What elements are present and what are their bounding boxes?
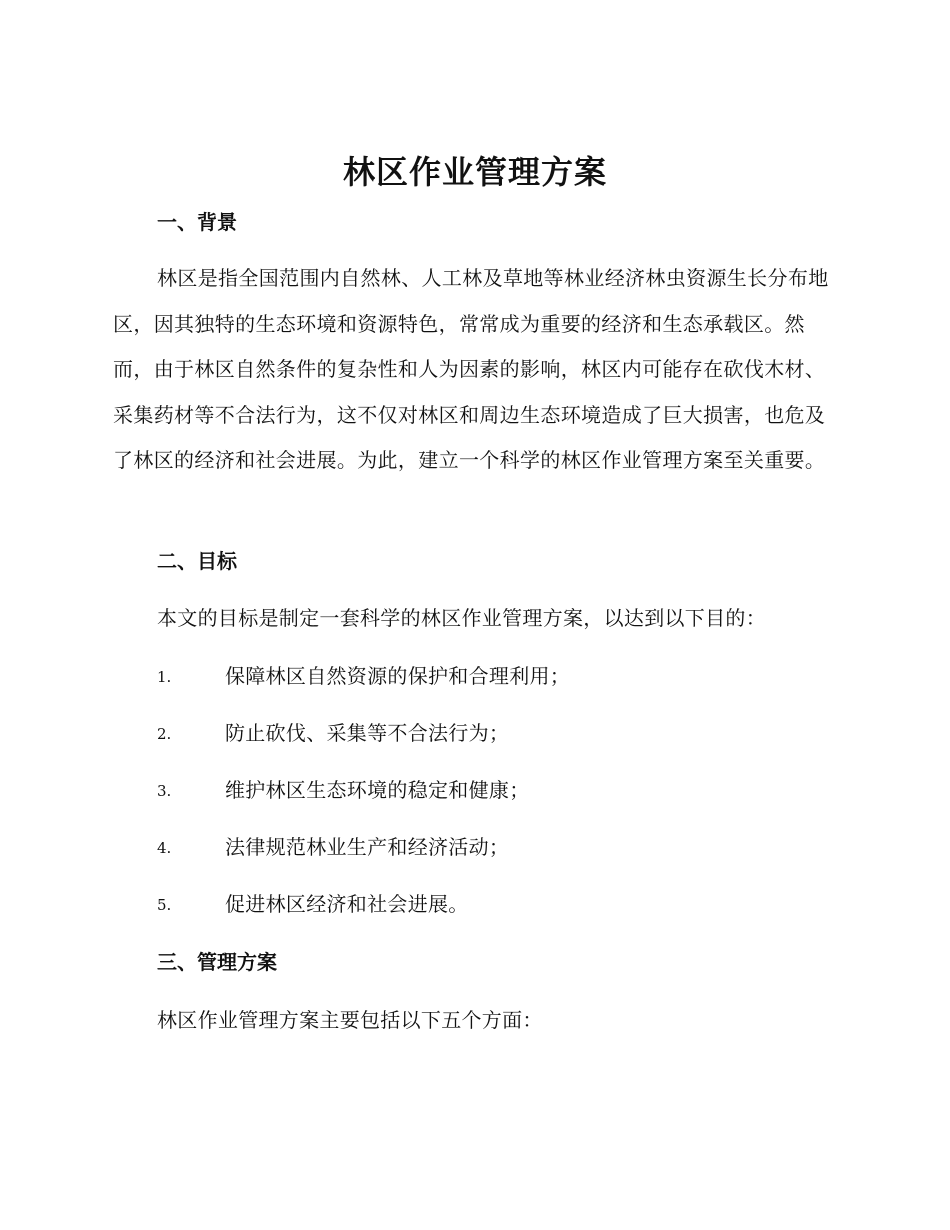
section-heading-goals: 二、目标 — [157, 549, 237, 573]
list-item-number: 3. — [157, 782, 172, 800]
list-item — [157, 890, 857, 918]
list-item — [157, 833, 857, 861]
list-item — [157, 662, 857, 690]
list-item-number: 1. — [157, 668, 172, 686]
section-heading-background: 一、背景 — [157, 210, 237, 234]
document-title: 林区作业管理方案 — [342, 153, 607, 191]
list-item-number: 2. — [157, 725, 172, 743]
list-item — [157, 776, 857, 804]
list-item-number: 4. — [157, 839, 172, 857]
list-item-number: 5. — [157, 896, 172, 914]
background-paragraph: 林区是指全国范围内自然林、人工林及草地等林业经济林虫资源生长分布地区，因其独特的生态环境和资源特色，常常成为重要的经济和生态承载区。然而，由于林区自然条件的复杂性和人为因素的影响，林区内可能存在砍伐木材、采集药材等不合法行为，这不仅对林区和周边生态环境造成了巨大损害，也危及了林区的经济和社会进展。为此，建立一个科学的林区作业管理方案至关重要。 — [113, 266, 829, 472]
list-item-text: 法律规范林业生产和经济活动； — [225, 835, 510, 859]
management-plan-intro: 林区作业管理方案主要包括以下五个方面： — [157, 1008, 543, 1032]
list-item — [157, 719, 857, 747]
list-item-text: 维护林区生态环境的稳定和健康； — [225, 778, 530, 802]
list-item-text: 防止砍伐、采集等不合法行为； — [225, 721, 510, 745]
list-item-text: 保障林区自然资源的保护和合理利用； — [225, 664, 571, 688]
goals-intro: 本文的目标是制定一套科学的林区作业管理方案，以达到以下目的： — [157, 606, 766, 630]
section-heading-management-plan: 三、管理方案 — [157, 950, 277, 974]
list-item-text: 促进林区经济和社会进展。 — [225, 892, 469, 916]
